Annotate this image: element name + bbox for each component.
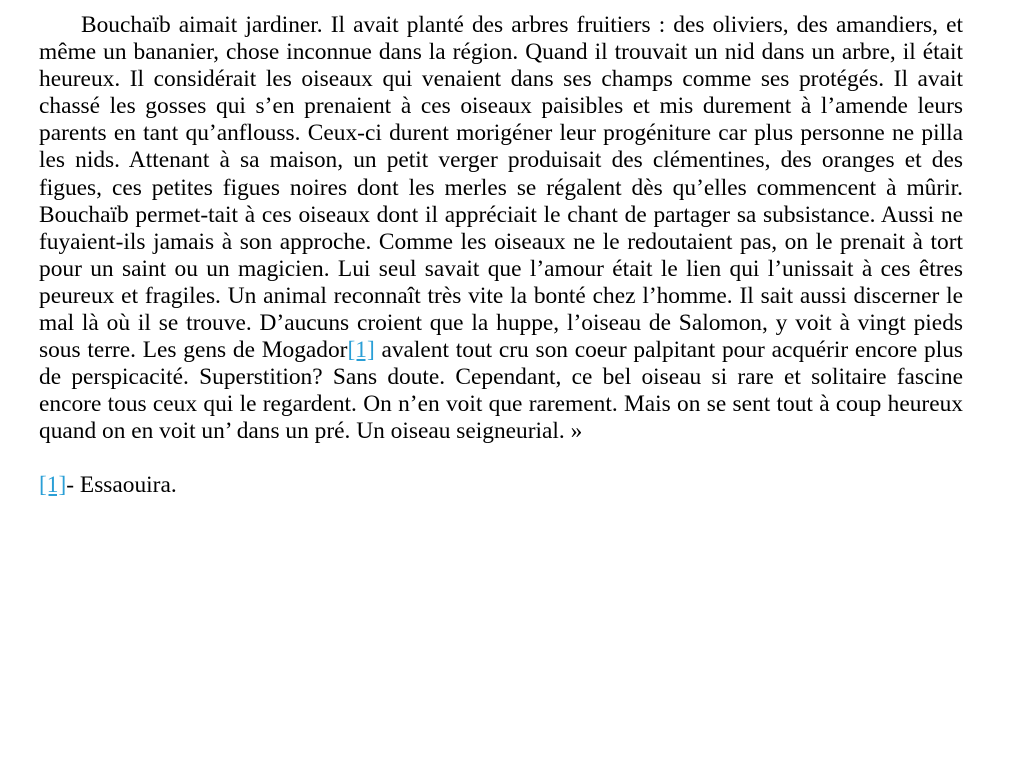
footnote [39, 472, 963, 499]
footnote-text: - Essaouira. [66, 471, 177, 498]
footnote-backlink[interactable]: [1] [39, 471, 67, 498]
body-paragraph [39, 12, 963, 446]
paragraph-text-before-ref: Bouchaïb aimait jardiner. Il avait planté des arbres fruitiers : des oliviers, des amandiers, et même un bananier, chose inconnue dans la région. Quand il trouvait un nid dans un arbre, il était heureux. Il considérait les oiseaux qui venaient dans ses champs comme ses protégés. Il avait chassé les gosses qui s’en prenaient à ces oiseaux paisibles et mis durement à l’amende leurs parents en tant qu’anflouss. Ceux-ci durent morigéner leur progéniture car plus personne ne pilla les nids. Attenant à sa maison, un petit verger produisait des clémentines, des oranges et des figues, ces petites figues noires dont les merles se régalent dès qu’elles commencent à mûrir. Bouchaïb permet-tait à ces oiseaux dont il appréciait le chant de partager sa subsistance. Aussi ne fuyaient-ils jamais à son approche. Comme les oiseaux ne le redoutaient pas, on le prenait à tort pour un saint ou un magicien. Lui seul savait que l’amour était le lien qui l’unissait à ces êtres peureux et fragiles. Un animal reconnaît très vite la bonté chez l’homme. Il sait aussi discerner le mal là où il se trouve. D’aucuns croient que la huppe, l’oiseau de Salomon, y voit à vingt pieds sous terre. Les gens de Mogador [39, 12, 963, 364]
paragraph-text-after-ref: avalent tout cru son coeur palpitant pour acquérir encore plus de perspicacité. Superstition? Sans doute. Cependant, ce bel oiseau si rare et solitaire fascine encore tous ceux qui le regardent. On n’en voit que rarement. Mais on se sent tout à coup heureux quand on en voit un’ dans un pré. Un oiseau seigneurial. » [39, 337, 963, 445]
footnote-reference-link[interactable]: [1] [347, 337, 375, 364]
document-page [39, 12, 963, 499]
